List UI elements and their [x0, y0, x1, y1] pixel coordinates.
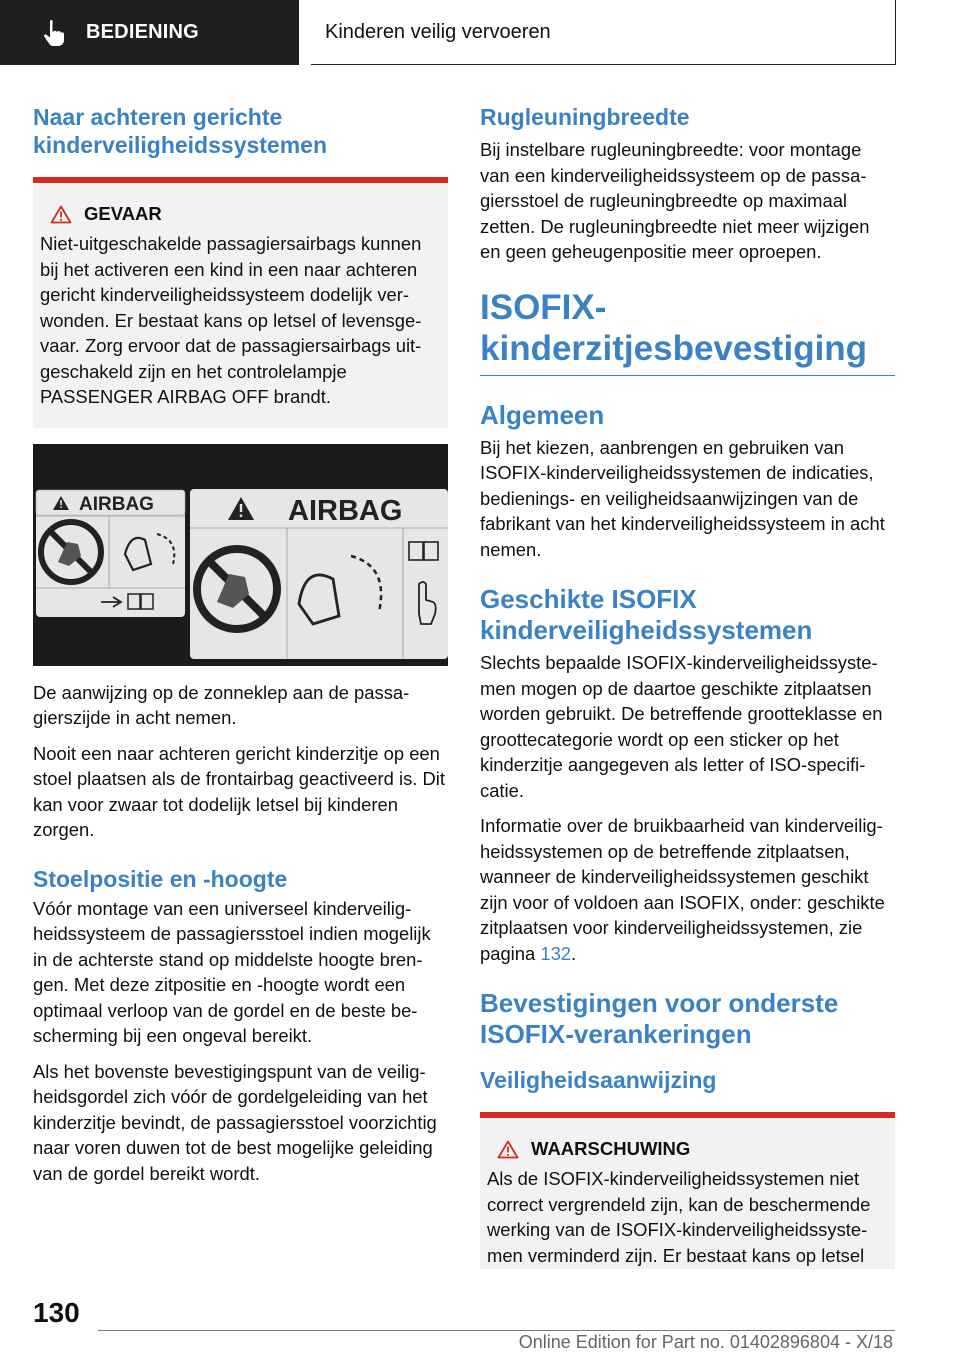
paragraph: Bij instelbare rugleuningbreedte: voor montage van een kinderveiligheidssysteem op de passagiersstoel de rugleuningbreedte op maximaal zetten. De rugleuningbreedte niet meer wijzigen en geen geheugenpositie meer oproepen.: [480, 139, 870, 262]
section-heading: Stoelpositie en -hoogte: [33, 865, 288, 892]
paragraph: [480, 813, 895, 966]
pointing-hand-icon: [40, 18, 68, 48]
danger-text: Niet-uitgeschakelde passagiersairbags kunnen bij het activeren een kind in een naar achteren gericht kinderveiligheidssysteem dodelijk verwonden. Er bestaat kans op letsel of levensgevaar. Zorg ervoor dat de passagiersairbags uitgeschakeld zijn en het controlelampje PASSENGER AIRBAG OFF brandt.: [40, 233, 422, 407]
right-column: [480, 103, 895, 1269]
paragraph: Bij het kiezen, aanbrengen en gebruiken van ISOFIX-kinderveiligheidssystemen de indicaties, bedienings- en veiligheidsaanwijzingen van de fabrikant van het kinderveiligheidssysteem in acht nemen.: [480, 436, 885, 560]
airbag-warning-label: [33, 444, 448, 666]
footer-divider: [98, 1330, 895, 1331]
subsection-heading: Veiligheidsaanwijzing: [480, 1067, 717, 1093]
paragraph: Slechts bepaalde ISOFIX-kinderveiligheidssystemen mogen op de daartoe geschikte zitplaatsen worden gebruikt. De betreffende grootteklasse en groottecategorie wordt op een sticker op het kinderzitje aangegeven als letter of ISO-specificatie.: [480, 652, 883, 801]
section-heading: Bevestigingen voor onderste ISOFIX-verankeringen: [480, 988, 839, 1049]
section-heading: Geschikte ISOFIX kinderveiligheidssystemen: [480, 584, 813, 645]
page-link[interactable]: 132: [540, 942, 572, 964]
section-heading: Naar achteren gerichte kinderveiligheidssystemen: [33, 104, 328, 158]
danger-box: [33, 177, 448, 428]
page-number: 130: [33, 1297, 80, 1328]
paragraph: Als het bovenste bevestigingspunt van de veiligheidsgordel zich vóór de gordelgeleiding van het kinderzitje bevindt, de passagiersstoel voorzichtig naar voren duwen tot de best mogelijke geleiding van de gordel bereikt wordt.: [33, 1060, 437, 1184]
paragraph-text: Informatie over de bruikbaarheid van kinderveiligheidssystemen op de betreffende zitplaatsen, wanneer de kinderveiligheidssystemen geschikt zijn voor of voldoen aan ISOFIX, onder: geschikte zitplaatsen voor kinderveiligheidssystemen, zie pagina: [480, 815, 885, 964]
airbag-label-large: AIRBAG: [288, 494, 403, 527]
paragraph: Nooit een naar achteren gericht kinderzitje op een stoel plaatsen als de frontairbag geactiveerd is. Dit kan voor zwaar tot dodelijk letsel bij kinderen zorgen.: [33, 742, 445, 840]
paragraph-end: .: [571, 942, 577, 964]
edition-note: Online Edition for Part no. 01402896804 - X/18: [518, 1332, 893, 1352]
airbag-label-photo: [33, 444, 448, 666]
warning-box: [480, 1112, 895, 1269]
section-tab[interactable]: [0, 0, 299, 65]
section-heading: Rugleuningbreedte: [480, 104, 690, 130]
paragraph: Vóór montage van een universeel kinderveiligheidssysteem de passagiersstoel indien mogelijk in de achterste stand op middelste hoogte brengen. Met deze zitpositie en -hoogte wordt een optimaal verloop van de gordel en de beste bescherming bij een ongeval bereikt.: [33, 897, 431, 1046]
paragraph: De aanwijzing op de zonneklep aan de passagierszijde in acht nemen.: [33, 681, 410, 728]
warning-label: WAARSCHUWING: [531, 1138, 691, 1159]
warning-text: Als de ISOFIX-kinderveiligheidssystemen niet correct vergrendeld zijn, kan de beschermende werking van de ISOFIX-kinderveiligheidssystemen verminderd zijn. Er bestaat kans op letsel: [487, 1168, 871, 1266]
chapter-heading: ISOFIX-kinderzitjesbevestiging: [480, 287, 895, 376]
section-heading: Algemeen: [480, 399, 605, 430]
left-column: [33, 103, 448, 1186]
section-label: BEDIENING: [86, 21, 199, 43]
chapter-title: Kinderen veilig vervoeren: [325, 20, 551, 43]
airbag-label-small: AIRBAG: [79, 493, 154, 515]
danger-label: GEVAAR: [84, 203, 162, 224]
warning-triangle-icon: [497, 1140, 519, 1159]
warning-triangle-icon: [50, 205, 72, 224]
chapter-header: [311, 0, 896, 65]
